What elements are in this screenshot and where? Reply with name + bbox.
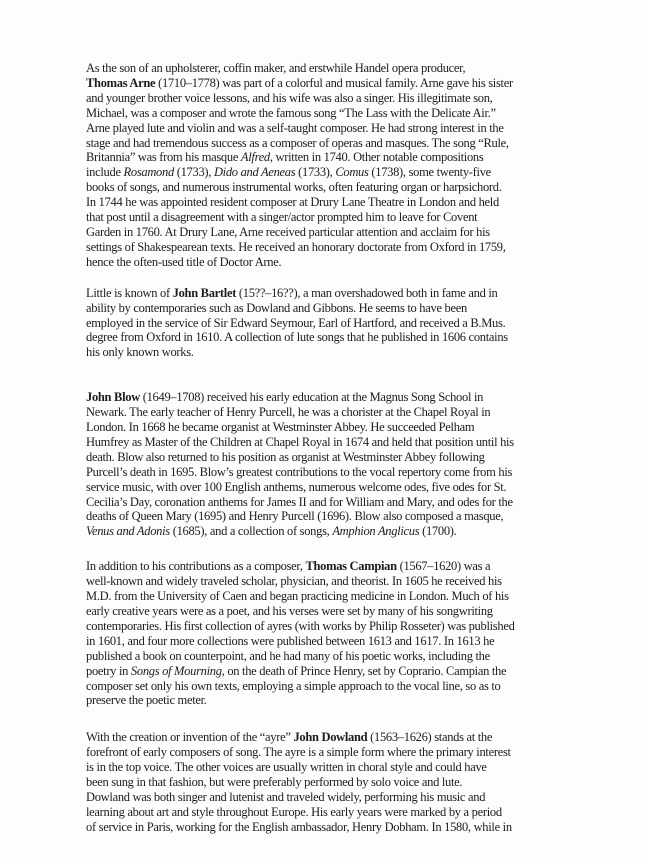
text-segment: (1649–1708) received his early education at the Magnus Song School in [139,390,484,405]
text-segment: Cecilia’s Day, coronation anthems for James II and for William and Mary, and odes for the [86,494,513,509]
text-line [86,559,568,574]
text-line [86,91,568,106]
text-segment: employed in the service of Sir Edward Seymour, Earl of Hartford, and received a B.Mus. [86,315,506,330]
text-segment: (1733), [173,165,214,180]
composer-name: John Bartlet [172,285,237,300]
text-segment: (1685), and a collection of songs, [169,524,333,539]
text-line [86,509,568,524]
text-line [86,649,568,664]
text-line [86,195,568,210]
text-segment: include [86,165,124,180]
text-segment: , written in 1740. Other notable compositions [269,150,484,165]
text-line [86,435,568,450]
text-line [86,480,568,495]
text-line [86,574,568,589]
text-segment: (1733), [295,165,336,180]
text-line [86,664,568,679]
text-segment: (1738), some twenty-five [368,165,491,180]
paragraph-john-bartlet [86,286,568,361]
text-segment: Dowland was both singer and lutenist and traveled widely, performing his music and [86,789,486,804]
paragraph-john-dowland [86,730,568,834]
text-line [86,210,568,225]
text-line [86,61,568,76]
work-title: Dido and Aeneas [213,165,296,180]
text-segment: deaths of Queen Mary (1695) and Henry Purcell (1696). Blow also composed a masque, [86,509,504,524]
text-segment: Little is known of [86,285,173,300]
text-segment: been sung in that fashion, but were preferably performed by solo voice and lute. [86,775,463,790]
text-segment: stage and had tremendous success as a composer of operas and masques. The song “Rule, [86,135,509,150]
text-segment: , on the death of Prince Henry, set by Coprario. Campian the [221,663,507,678]
text-segment: (15??–16??), a man overshadowed both in fame and in [236,285,498,300]
text-line [86,760,568,775]
text-line [86,150,568,165]
text-line [86,634,568,649]
text-line [86,745,568,760]
text-segment: As the son of an upholsterer, coffin maker, and erstwhile Handel opera producer, [86,61,466,75]
text-block [86,61,568,835]
text-line [86,730,568,745]
work-title: Songs of Mourning [130,663,222,678]
text-line [86,619,568,634]
text-segment: London. In 1668 he became organist at Westminster Abbey. He succeeded Pelham [86,420,475,435]
text-segment: Michael, was a composer and wrote the famous song “The Lass with the Delicate Air.” [86,105,496,120]
text-segment: forefront of early composers of song. The ayre is a simple form where the primary interest [86,745,511,760]
text-segment: his only known works. [86,345,194,360]
text-segment: (1563–1626) stands at the [367,730,493,745]
text-segment: hence the often-used title of Doctor Arne. [86,254,282,269]
text-segment: well-known and widely traveled scholar, physician, and theorist. In 1605 he received his [86,574,502,589]
text-segment: Purcell’s death in 1695. Blow’s greatest contributions to the vocal repertory come from his [86,464,513,479]
composer-name: Thomas Arne [86,75,156,90]
text-line [86,604,568,619]
work-title: Venus and Adonis [86,524,170,539]
text-segment: Humfrey as Master of the Children at Chapel Royal in 1674 and held that position until his [86,434,514,449]
text-line [86,775,568,790]
text-line [86,286,568,301]
text-line [86,180,568,195]
text-segment: is in the top voice. The other voices are usually written in choral style and could have [86,760,487,775]
paragraph-thomas-arne [86,61,568,270]
text-segment: of service in Paris, working for the English ambassador, Henry Dobham. In 1580, while in [86,819,512,834]
text-line [86,790,568,805]
text-segment: ability by contemporaries such as Dowland and Gibbons. He seems to have been [86,300,467,315]
composer-name: John Dowland [293,730,368,745]
text-line [86,589,568,604]
text-line [86,106,568,121]
text-line [86,136,568,151]
text-line [86,76,568,91]
text-segment: service music, with over 100 English anthems, numerous welcome odes, five odes for St. [86,479,507,494]
text-segment: settings of Shakespearean texts. He received an honorary doctorate from Oxford in 1759, [86,239,506,254]
composer-name: Thomas Campian [305,559,397,574]
text-segment: in 1601, and four more collections were published between 1613 and 1617. In 1613 he [86,633,495,648]
text-segment: Britannia” was from his masque [86,150,241,165]
text-segment: (1710–1778) was part of a colorful and musical family. Arne gave his sister [155,75,513,90]
text-segment: and younger brother voice lessons, and his wife was also a singer. His illegitimate son, [86,90,493,105]
text-line [86,820,568,835]
text-segment: early creative years were as a poet, and his verses were set by many of his songwriting [86,604,493,618]
text-line [86,693,568,708]
text-line [86,450,568,465]
text-segment: poetry in [86,663,131,678]
text-line [86,316,568,331]
text-line [86,345,568,360]
text-segment: learning about art and style throughout Europe. His early years were marked by a period [86,804,502,819]
text-line [86,524,568,539]
text-segment: composer set only his own texts, employing a simple approach to the vocal line, so as to [86,678,501,693]
work-title: Alfred [240,150,270,165]
text-line [86,465,568,480]
text-line [86,301,568,316]
text-segment: contemporaries. His first collection of ayres (with works by Philip Rosseter) was published [86,618,515,633]
text-segment: that post until a disagreement with a singer/actor prompted him to leave for Covent [86,210,478,225]
text-segment: (1567–1620) was a [396,559,491,574]
text-segment: Garden in 1760. At Drury Lane, Arne received particular attention and acclaim for his [86,224,490,239]
text-segment: Newark. The early teacher of Henry Purcell, he was a chorister at the Chapel Royal in [86,405,491,420]
work-title: Amphion Anglicus [332,524,420,539]
composer-name: John Blow [86,390,140,405]
text-segment: M.D. from the University of Caen and began practicing medicine in London. Much of his [86,589,509,604]
text-segment: death. Blow also returned to his position as organist at Westminster Abbey following [86,449,485,464]
text-segment: published a book on counterpoint, and he had many of his poetic works, including the [86,648,490,663]
text-line [86,390,568,405]
text-segment: books of songs, and numerous instrumental works, often featuring organ or harpsichord. [86,180,502,195]
text-segment: In addition to his contributions as a composer, [86,559,306,574]
text-segment: preserve the poetic meter. [86,693,207,708]
text-segment: In 1744 he was appointed resident composer at Drury Lane Theatre in London and held [86,195,499,210]
text-segment: With the creation or invention of the “ayre” [86,730,294,745]
text-segment: (1700). [419,524,457,539]
text-line [86,121,568,136]
work-title: Rosamond [123,165,174,180]
text-line [86,420,568,435]
text-line [86,679,568,694]
text-line [86,405,568,420]
text-segment: Arne played lute and violin and was a self-taught composer. He had strong interest in the [86,120,504,135]
text-line [86,165,568,180]
text-line [86,255,568,270]
paragraph-john-blow [86,390,568,539]
text-line [86,805,568,820]
text-line [86,240,568,255]
text-line [86,495,568,510]
text-segment: degree from Oxford in 1610. A collection of lute songs that he published in 1606 contains [86,330,508,345]
text-line [86,225,568,240]
text-line [86,330,568,345]
work-title: Comus [335,165,369,180]
paragraph-thomas-campian [86,559,568,708]
